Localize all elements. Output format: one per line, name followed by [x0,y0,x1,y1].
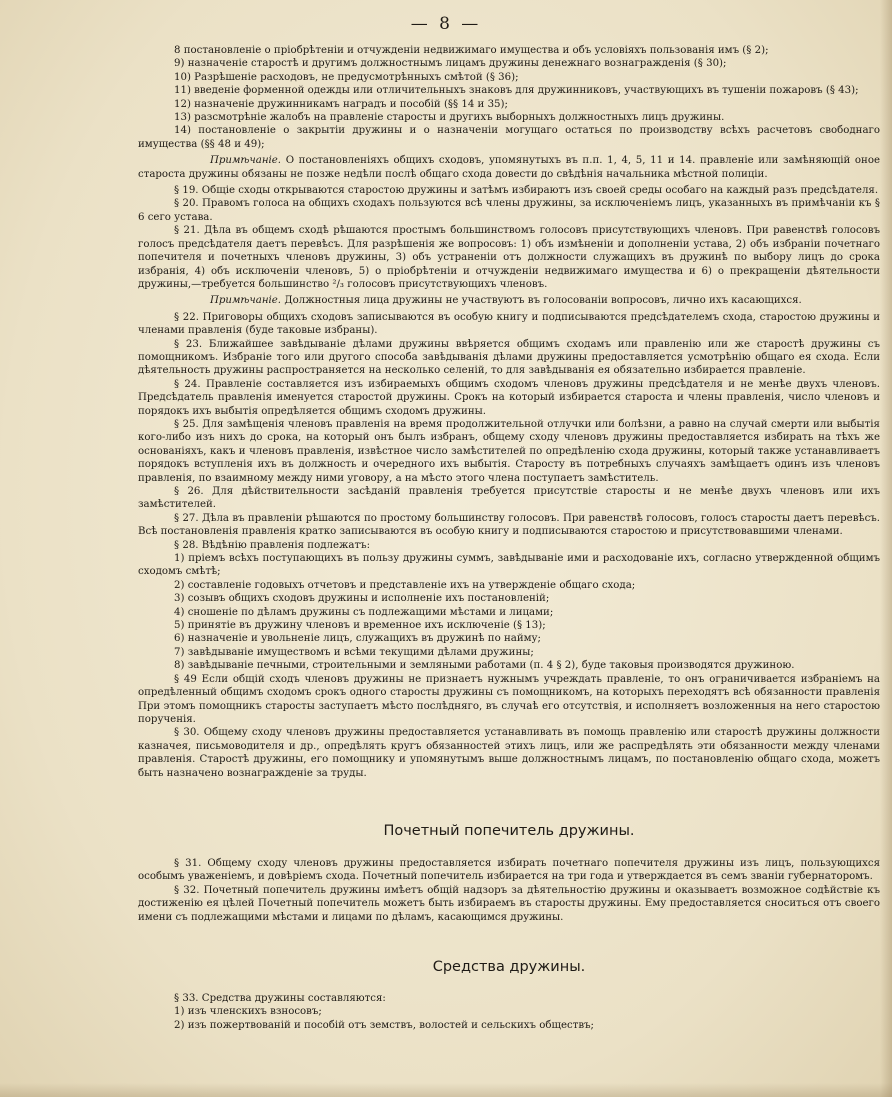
section-paragraph: § 30. Общему сходу членовъ дружины предоставляется устанавливать въ помощь правленію или старостѣ дружины должности казначея, письмоводителя и др., опредѣлять кругъ обязанностей этихъ лицъ, или же распредѣлять эти обязанности между членами правленія. Старостѣ дружины, его помощнику и упомянутымъ выше должностнымъ лицамъ, по постановленію общаго схода, можетъ быть назначено вознагражденіе за труды. [138,727,880,779]
section-heading: Почетный попечитель дружины. [383,823,635,839]
main-text [138,44,880,780]
list-item: 7) завѣдываніе имуществомъ и всѣми текущими дѣлами дружины; [174,646,534,658]
section-paragraph: § 27. Дѣла въ правленіи рѣшаются по простому большинству голосовъ. При равенствѣ голосовъ, голосъ старосты даетъ перевѣсъ. Всѣ постановленія правленія кратко записываются въ особую книгу и подписываются старостою и присутствовавшими членами. [138,512,880,538]
list-item: 8 постановленіе о пріобрѣтеніи и отчужденіи недвижимаго имущества и объ условіяхъ пользованія имъ (§ 2); [174,45,769,56]
section-paragraph: § 33. Средства дружины составляются: [174,993,386,1004]
section-paragraph: § 26. Для дѣйствительности засѣданій правленія требуется присутствіе старосты и не менѣе двухъ членовъ или ихъ замѣстителей. [138,486,880,511]
trustee-section [138,857,880,924]
list-item: 1) изъ членскихъ взносовъ; [174,1006,322,1018]
section-paragraph: § 28. Вѣдѣнію правленія подлежатъ: [174,539,370,551]
note-paragraph [138,294,880,307]
list-item: 1) пріемъ всѣхъ поступающихъ въ пользу дружины суммъ, завѣдываніе ими и расходованіе ихъ, согласно утвержденной общимъ сходомъ смѣтѣ; [138,553,880,578]
section-heading: Средства дружины. [432,959,586,975]
section-paragraph: § 19. Общіе сходы открываются старостою дружины и затѣмъ избираютъ изъ своей среды особаго на каждый разъ предсѣдателя. [174,185,879,197]
list-item: 9) назначеніе старостѣ и другимъ должностнымъ лицамъ дружины денежнаго вознагражденія (§ 30); [174,58,727,70]
page-number: — 8 — [410,14,482,34]
list-item: 6) назначеніе и увольненіе лицъ, служащихъ въ дружинѣ по найму; [174,633,541,645]
list-item: 2) изъ пожертвованій и пособій отъ земствъ, волостей и сельскихъ обществъ; [174,1019,594,1031]
funds-section [138,992,880,1032]
page-edge-shadow [880,0,892,1097]
duties-list [138,552,880,673]
section-paragraph: § 49 Если общій сходъ членовъ дружины не признаетъ нужнымъ учреждать правленіе, то онъ ограничивается избраніемъ на опредѣленный общимъ сходомъ срокъ одного старосты дружины съ помощникомъ, на которыхъ переходятъ всѣ обязанности правленія При этомъ помощникъ старосты заступаетъ мѣсто послѣдняго, въ случаѣ его отсутствія, и исполняетъ возложенныя на него старостою порученія. [138,673,880,725]
note-text: О постановленіяхъ общихъ сходовъ, упомянутыхъ въ п.п. 1, 4, 5, 11 и 14. правленіе или замѣняющій оное староста дружины обязаны не позже недѣли послѣ общаго схода довести до свѣдѣнія начальника мѣстной полиціи. [138,155,880,180]
list-item: 8) завѣдываніе печными, строительными и земляными работами (п. 4 § 2), буде таковыя производятся дружиною. [174,660,795,672]
section-paragraph: § 32. Почетный попечитель дружины имѣетъ общій надзоръ за дѣятельностію дружины и оказываетъ возможное содѣйствіе къ достиженію ея цѣлей Почетный попечитель можетъ быть избираемъ въ старосты дружины. Ему предоставляется сноситься отъ своего имени съ подлежащими мѣстами и лицами по дѣламъ, касающимся дружины. [138,884,880,923]
note-text: Должностныя лица дружины не участвуютъ въ голосованіи вопросовъ, лично ихъ касающихся. [284,295,802,307]
list-item: 2) составленіе годовыхъ отчетовъ и представленіе ихъ на утвержденіе общаго схода; [174,579,636,591]
top-list [138,44,880,151]
list-item: 11) введеніе форменной одежды или отличительныхъ знаковъ для дружинниковъ, участвующихъ въ тушеніи пожаровъ (§ 43); [174,85,859,97]
section-paragraph: § 20. Правомъ голоса на общихъ сходахъ пользуются всѣ члены дружины, за исключеніемъ лицъ, указанныхъ въ примѣчаніи къ § 6 сего устава. [138,198,880,223]
list-item: 14) постановленіе о закрытіи дружины и о назначеніи могущаго остаться по производству всѣхъ расчетовъ свободнаго имущества (§§ 48 и 49); [138,125,880,150]
note-paragraph [138,154,880,181]
note-label: Примѣчаніе. [210,155,282,167]
list-item: 12) назначеніе дружинникамъ наградъ и пособій (§§ 14 и 35); [174,98,508,110]
list-item: 4) сношеніе по дѣламъ дружины съ подлежащими мѣстами и лицами; [174,606,554,618]
section-paragraph: § 24. Правленіе составляется изъ избираемыхъ общимъ сходомъ членовъ дружины предсѣдателя и не менѣе двухъ членовъ. Предсѣдатель правленія именуется старостой дружины. Срокъ на который избирается староста и члены правленія, число членовъ и порядокъ ихъ выбытія опредѣляется общимъ сходомъ дружины. [138,378,880,417]
list-item: 3) созывъ общихъ сходовъ дружины и исполненіе ихъ постановленій; [174,593,550,605]
list-item: 5) принятіе въ дружину членовъ и временное ихъ исключеніе (§ 13); [174,620,546,632]
section-paragraph: § 23. Ближайшее завѣдываніе дѣлами дружины ввѣряется общимъ сходамъ или правленію или же старостѣ дружины съ помощникомъ. Избраніе того или другого способа завѣдыванія дѣлами дружины предоставляется усмотрѣнію общаго ея схода. Если дѣятельность дружины распространяется на несколько селеній, то для завѣдыванія ея обязательно избирается правленіе. [138,338,880,377]
section-paragraph: § 31. Общему сходу членовъ дружины предоставляется избирать почетнаго попечителя дружины изъ лицъ, пользующихся особымъ уваженіемъ, и довѣріемъ схода. Почетный попечитель избирается на три года и утверждается въ семъ званіи губернаторомъ. [138,858,880,883]
section-paragraph: § 21. Дѣла въ общемъ сходѣ рѣшаются простымъ большинствомъ голосовъ присутствующихъ членовъ. При равенствѣ голосовъ голосъ предсѣдателя даетъ перевѣсъ. Для разрѣшенія же вопросовъ: 1) объ измѣненіи и дополненіи устава, 2) объ избраніи почетнаго попечителя и почетныхъ членовъ дружины, 3) объ устраненіи отъ должности служащихъ въ дружинѣ по выбору лицъ до срока избранія, 4) объ исключеніи членовъ, 5) о пріобрѣтеніи и отчужденіи недвижимаго имущества и 6) о прекращеніи дѣятельности дружины,—требуется большинство ²/₃ голосовъ присутствующихъ членовъ. [138,225,880,290]
section-paragraph: § 22. Приговоры общихъ сходовъ записываются въ особую книгу и подписываются предсѣдателемъ схода, старостою дружины и членами правленія (буде таковые избраны). [138,311,880,337]
page-bottom-shadow [0,1083,892,1097]
note-label: Примѣчаніе. [210,295,282,307]
list-item: 10) Разрѣшеніе расходовъ, не предусмотрѣнныхъ смѣтой (§ 36); [174,71,519,83]
section-paragraph: § 25. Для замѣщенія членовъ правленія на время продолжительной отлучки или болѣзни, а равно на случай смерти или выбытія кого-либо изъ нихъ до срока, на который онъ былъ избранъ, общему сходу членовъ дружины предоставляется избирать на тѣхъ же основаніяхъ, какъ и членовъ правленія, извѣстное число замѣстителей по опредѣленію схода дружины, который также устанавливаетъ порядокъ вступленія ихъ въ должность и очередного ихъ выбытія. Старосту въ потребныхъ случаяхъ замѣщаетъ одинъ изъ членовъ правленія, по взаимному между ними уговору, а на мѣсто этого члена поступаетъ замѣститель. [138,418,880,484]
list-item: 13) разсмотрѣніе жалобъ на правленіе старосты и другихъ выборныхъ должностныхъ лицъ дружины. [174,112,725,124]
